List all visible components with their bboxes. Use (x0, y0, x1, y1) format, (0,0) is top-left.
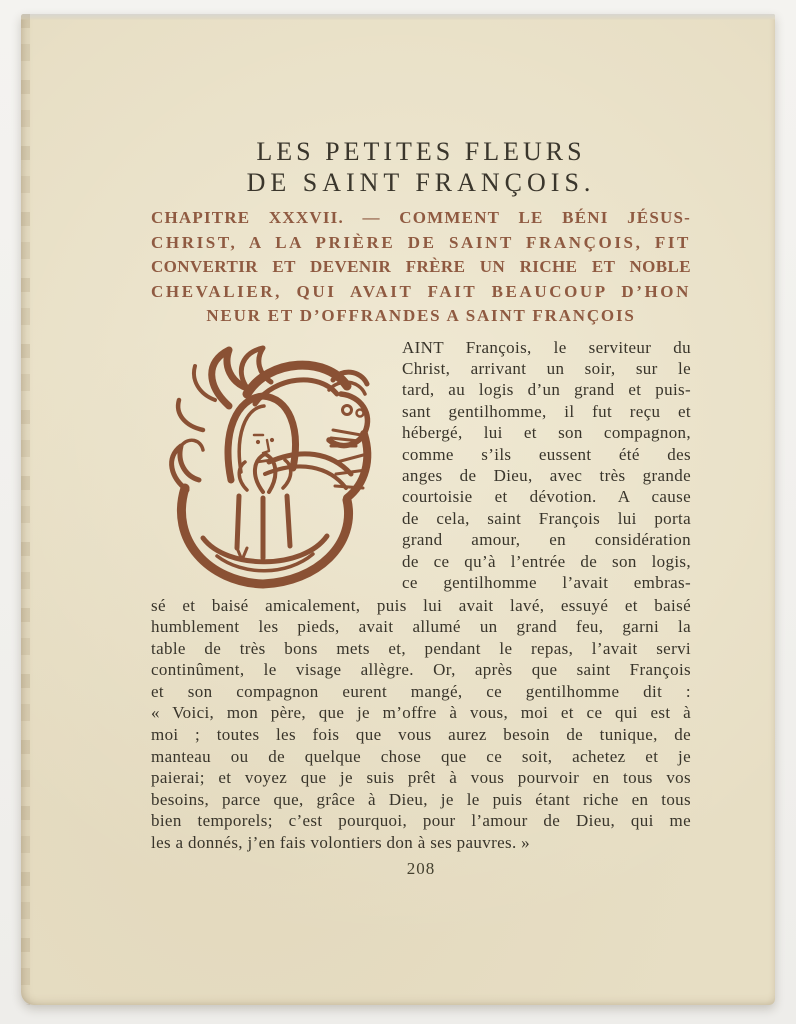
text-line: comme s’ils eussent été des (402, 444, 691, 464)
text-line: sant gentilhomme, il fut reçu et (402, 401, 691, 421)
text-block (151, 136, 691, 879)
chapter-heading-line: CHRIST, A LA PRIÈRE DE SAINT FRANÇOIS, FIT (151, 232, 691, 252)
text-line: anges de Dieu, avec très grande (402, 465, 691, 485)
initial-letter-value (151, 337, 152, 338)
text-line: « Voici, mon père, que je m’offre à vous, moi et ce qui est à (151, 703, 691, 723)
text-line: moi ; toutes les fois que vous aurez besoin de tunique, de (151, 725, 691, 745)
decorative-initial-s-woodcut (151, 337, 375, 594)
text-line: table de très bons mets et, pendant le repas, l’avait servi (151, 638, 691, 658)
title-line-2: DE SAINT FRANÇOIS. (246, 168, 596, 197)
right-column (402, 337, 691, 594)
text-line: hébergé, lui et son compagnon, (402, 423, 691, 443)
book-page (21, 14, 775, 1005)
text-line: ce gentilhomme l’avait embras- (402, 572, 691, 592)
text-line: les a donnés, j’en fais volontiers don à ses pauvres. » (151, 833, 530, 853)
opening-paragraph (151, 337, 691, 594)
title-line-1: LES PETITES FLEURS (256, 137, 586, 166)
chapter-heading-line: CHAPITRE XXXVII. — COMMENT LE BÉNI JÉSUS- (151, 208, 691, 227)
text-line: courtoisie et dévotion. A cause (402, 487, 691, 507)
text-line: sé et baisé amicalement, puis lui avait lavé, essuyé et baisé (151, 595, 691, 615)
text-line: paierai; et voyez que je suis prêt à vous pourvoir en tous vos (151, 768, 691, 788)
text-line: continûment, le visage allègre. Or, après que saint François (151, 660, 691, 680)
book-title (151, 136, 691, 198)
text-line: de cela, saint François lui porta (402, 508, 691, 528)
chapter-heading-line: CONVERTIR ET DEVENIR FRÈRE UN RICHE ET NOBLE (151, 257, 691, 276)
text-line: et son compagnon eurent mangé, ce gentilhomme dit : (151, 681, 691, 701)
chapter-heading-line: NEUR ET D’OFFRANDES A SAINT FRANÇOIS (206, 306, 636, 325)
text-line: tard, au logis d’un grand et puis- (402, 380, 691, 400)
page-number: 208 (406, 858, 436, 878)
text-line: AINT François, le serviteur du (402, 337, 691, 357)
chapter-heading-line: CHEVALIER, QUI AVAIT FAIT BEAUCOUP D’HON (151, 281, 691, 301)
woodcut-initial-illustration (151, 339, 375, 591)
text-line: besoins, parce que, grâce à Dieu, je le puis étant riche en tous (151, 789, 691, 809)
text-line: manteau ou de quelque chose que ce soit, achetez et je (151, 746, 691, 766)
text-line: de ce qu’à l’entrée de son logis, (402, 551, 691, 571)
full-width-paragraph (151, 595, 691, 854)
chapter-heading (151, 206, 691, 329)
text-line: bien temporels; c’est pourquoi, pour l’amour de Dieu, qui me (151, 811, 691, 831)
text-line: Christ, arrivant un soir, sur le (402, 358, 691, 378)
text-line: grand amour, en considération (402, 530, 691, 550)
text-line: humblement les pieds, avait allumé un grand feu, garni la (151, 617, 691, 637)
